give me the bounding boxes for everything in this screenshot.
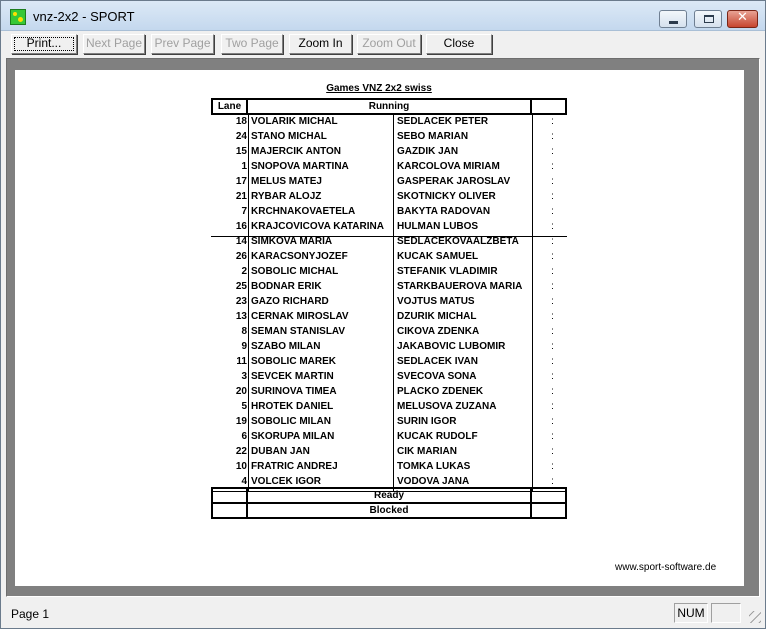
close-preview-button[interactable]: Close (426, 34, 492, 54)
table-row (15, 206, 744, 221)
score-separator: : (551, 266, 554, 277)
status-bar (1, 601, 765, 628)
player2-cell: GAZDIK JAN (397, 146, 459, 157)
player2-cell: SEDLACEKOVAALZBETA (397, 236, 519, 247)
app-icon (10, 9, 26, 25)
player1-cell: KRCHNAKOVAETELA (251, 206, 356, 217)
player1-cell: KARACSONYJOZEF (251, 251, 348, 262)
blocked-lane-cell (211, 502, 248, 519)
score-separator: : (551, 311, 554, 322)
score-separator: : (551, 191, 554, 202)
player1-cell: MAJERCIK ANTON (251, 146, 342, 157)
lane-cell: 16 (235, 221, 247, 232)
table-row (15, 461, 744, 476)
column-divider (393, 115, 394, 236)
print-preview-area[interactable] (6, 58, 760, 597)
lane-cell: 15 (235, 146, 247, 157)
player2-cell: MELUSOVA ZUZANA (397, 401, 497, 412)
preview-page (15, 70, 744, 586)
table-row (15, 431, 744, 446)
zoom-in-button[interactable]: Zoom In (289, 34, 352, 54)
table-row (15, 161, 744, 176)
score-separator: : (551, 146, 554, 157)
lane-cell: 5 (241, 401, 247, 412)
table-row (15, 326, 744, 341)
report-title: Games VNZ 2x2 swiss (326, 83, 432, 94)
score-separator: : (551, 326, 554, 337)
table-row (15, 191, 744, 206)
player2-cell: CIKOVA ZDENKA (397, 326, 480, 337)
player2-cell: VODOVA JANA (397, 476, 470, 487)
lane-cell: 7 (241, 206, 247, 217)
score-separator: : (551, 401, 554, 412)
lane-cell: 20 (235, 386, 247, 397)
score-separator: : (551, 131, 554, 142)
player1-cell: SURINOVA TIMEA (251, 386, 337, 397)
lane-cell: 10 (235, 461, 247, 472)
player2-cell: VOJTUS MATUS (397, 296, 475, 307)
player1-cell: SZABO MILAN (251, 341, 321, 352)
player2-cell: KUCAK SAMUEL (397, 251, 479, 262)
lane-cell: 21 (235, 191, 247, 202)
lane-cell: 2 (241, 266, 247, 277)
table-row (15, 386, 744, 401)
player1-cell: SEVCEK MARTIN (251, 371, 334, 382)
table-row (15, 221, 744, 236)
score-separator: : (551, 356, 554, 367)
lane-cell: 9 (241, 341, 247, 352)
player1-cell: GAZO RICHARD (251, 296, 329, 307)
player1-cell: MELUS MATEJ (251, 176, 322, 187)
player2-cell: GASPERAK JAROSLAV (397, 176, 511, 187)
maximize-button[interactable] (694, 10, 722, 28)
minimize-icon (669, 21, 678, 24)
player2-cell: JAKABOVIC LUBOMIR (397, 341, 506, 352)
player2-cell: SEDLACEK IVAN (397, 356, 478, 367)
score-separator: : (551, 251, 554, 262)
score-separator: : (551, 116, 554, 127)
footer-url: www.sport-software.de (615, 562, 717, 573)
score-separator: : (551, 296, 554, 307)
lane-cell: 22 (235, 446, 247, 457)
column-divider (532, 115, 533, 236)
score-separator: : (551, 446, 554, 457)
ready-label: Ready (246, 487, 532, 504)
player1-cell: KRAJCOVICOVA KATARINA (251, 221, 384, 232)
title-bar[interactable] (1, 1, 765, 31)
player1-cell: DUBAN JAN (251, 446, 310, 457)
lane-cell: 14 (235, 236, 247, 247)
blocked-result-cell (530, 502, 567, 519)
table-row (15, 296, 744, 311)
player1-cell: RYBAR ALOJZ (251, 191, 322, 202)
lane-cell: 8 (241, 326, 247, 337)
player1-cell: SOBOLIC MAREK (251, 356, 336, 367)
table-row (15, 176, 744, 191)
lane-cell: 6 (241, 431, 247, 442)
player1-cell: HROTEK DANIEL (251, 401, 334, 412)
player2-cell: DZURIK MICHAL (397, 311, 477, 322)
player1-cell: VOLCEK IGOR (251, 476, 322, 487)
column-divider (248, 115, 249, 236)
prev-page-button[interactable]: Prev Page (151, 34, 214, 54)
player1-cell: VOLARIK MICHAL (251, 116, 338, 127)
table-row (15, 281, 744, 296)
lane-cell: 17 (235, 176, 247, 187)
score-separator: : (551, 371, 554, 382)
player2-cell: CIK MARIAN (397, 446, 457, 457)
lane-cell: 3 (241, 371, 247, 382)
player1-cell: CERNAK MIROSLAV (251, 311, 349, 322)
table-row (15, 266, 744, 281)
table-row (15, 341, 744, 356)
score-separator: : (551, 476, 554, 487)
lane-header: Lane (211, 98, 248, 115)
player1-cell: SNOPOVA MARTINA (251, 161, 349, 172)
player2-cell: HULMAN LUBOS (397, 221, 479, 232)
close-window-button[interactable] (727, 10, 758, 28)
zoom-out-button[interactable]: Zoom Out (357, 34, 421, 54)
two-page-button[interactable]: Two Page (221, 34, 283, 54)
score-separator: : (551, 431, 554, 442)
window-title: vnz-2x2 - SPORT (33, 9, 135, 24)
score-separator: : (551, 206, 554, 217)
maximize-icon (704, 15, 714, 23)
table-row (15, 356, 744, 371)
player1-cell: SIMKOVA MARIA (251, 236, 333, 247)
lane-cell: 4 (241, 476, 247, 487)
num-lock-indicator: NUM (674, 603, 708, 623)
player2-cell: KARCOLOVA MIRIAM (397, 161, 500, 172)
table-row (15, 401, 744, 416)
blocked-label: Blocked (246, 502, 532, 519)
lane-cell: 18 (235, 116, 247, 127)
print-button[interactable]: Print... (11, 34, 77, 54)
player1-cell: SKORUPA MILAN (251, 431, 335, 442)
player2-cell: SEBO MARIAN (397, 131, 469, 142)
player2-cell: PLACKO ZDENEK (397, 386, 484, 397)
player1-cell: SOBOLIC MILAN (251, 416, 331, 427)
score-separator: : (551, 176, 554, 187)
player2-cell: SURIN IGOR (397, 416, 457, 427)
column-divider (393, 235, 394, 491)
lane-cell: 25 (235, 281, 247, 292)
table-row (15, 311, 744, 326)
score-separator: : (551, 386, 554, 397)
player2-cell: KUCAK RUDOLF (397, 431, 478, 442)
player2-cell: SEDLACEK PETER (397, 116, 489, 127)
table-row (15, 251, 744, 266)
table-row (15, 116, 744, 131)
player1-cell: FRATRIC ANDREJ (251, 461, 338, 472)
table-row (15, 371, 744, 386)
score-separator: : (551, 236, 554, 247)
lane-cell: 19 (235, 416, 247, 427)
lane-cell: 11 (236, 356, 247, 367)
column-divider (532, 235, 533, 491)
score-separator: : (551, 461, 554, 472)
player2-cell: SKOTNICKY OLIVER (397, 191, 496, 202)
player1-cell: BODNAR ERIK (251, 281, 322, 292)
score-separator: : (551, 281, 554, 292)
player2-cell: SVECOVA SONA (397, 371, 477, 382)
close-icon: ✕ (737, 10, 748, 25)
table-row (15, 416, 744, 431)
player1-cell: SEMAN STANISLAV (251, 326, 346, 337)
lane-cell: 13 (235, 311, 247, 322)
lane-cell: 24 (235, 131, 247, 142)
lane-cell: 1 (241, 161, 247, 172)
status-page: Page 1 (11, 607, 50, 621)
score-separator: : (551, 341, 554, 352)
status-panel-empty (711, 603, 741, 623)
next-page-button[interactable]: Next Page (83, 34, 145, 54)
running-header: Running (246, 98, 532, 115)
player2-cell: BAKYTA RADOVAN (397, 206, 491, 217)
column-divider (248, 235, 249, 491)
resize-grip-icon[interactable] (749, 611, 761, 623)
player1-cell: SOBOLIC MICHAL (251, 266, 339, 277)
minimize-button[interactable] (659, 10, 687, 28)
table-row (15, 446, 744, 461)
lane-cell: 26 (235, 251, 247, 262)
player2-cell: STARKBAUEROVA MARIA (397, 281, 523, 292)
table-row (15, 146, 744, 161)
lane-cell: 23 (235, 296, 247, 307)
score-separator: : (551, 161, 554, 172)
result-header (530, 98, 567, 115)
toolbar (1, 31, 765, 57)
score-separator: : (551, 416, 554, 427)
table-row (15, 131, 744, 146)
table-row (15, 236, 744, 251)
score-separator: : (551, 221, 554, 232)
player2-cell: STEFANIK VLADIMIR (397, 266, 498, 277)
player2-cell: TOMKA LUKAS (397, 461, 471, 472)
player1-cell: STANO MICHAL (251, 131, 327, 142)
